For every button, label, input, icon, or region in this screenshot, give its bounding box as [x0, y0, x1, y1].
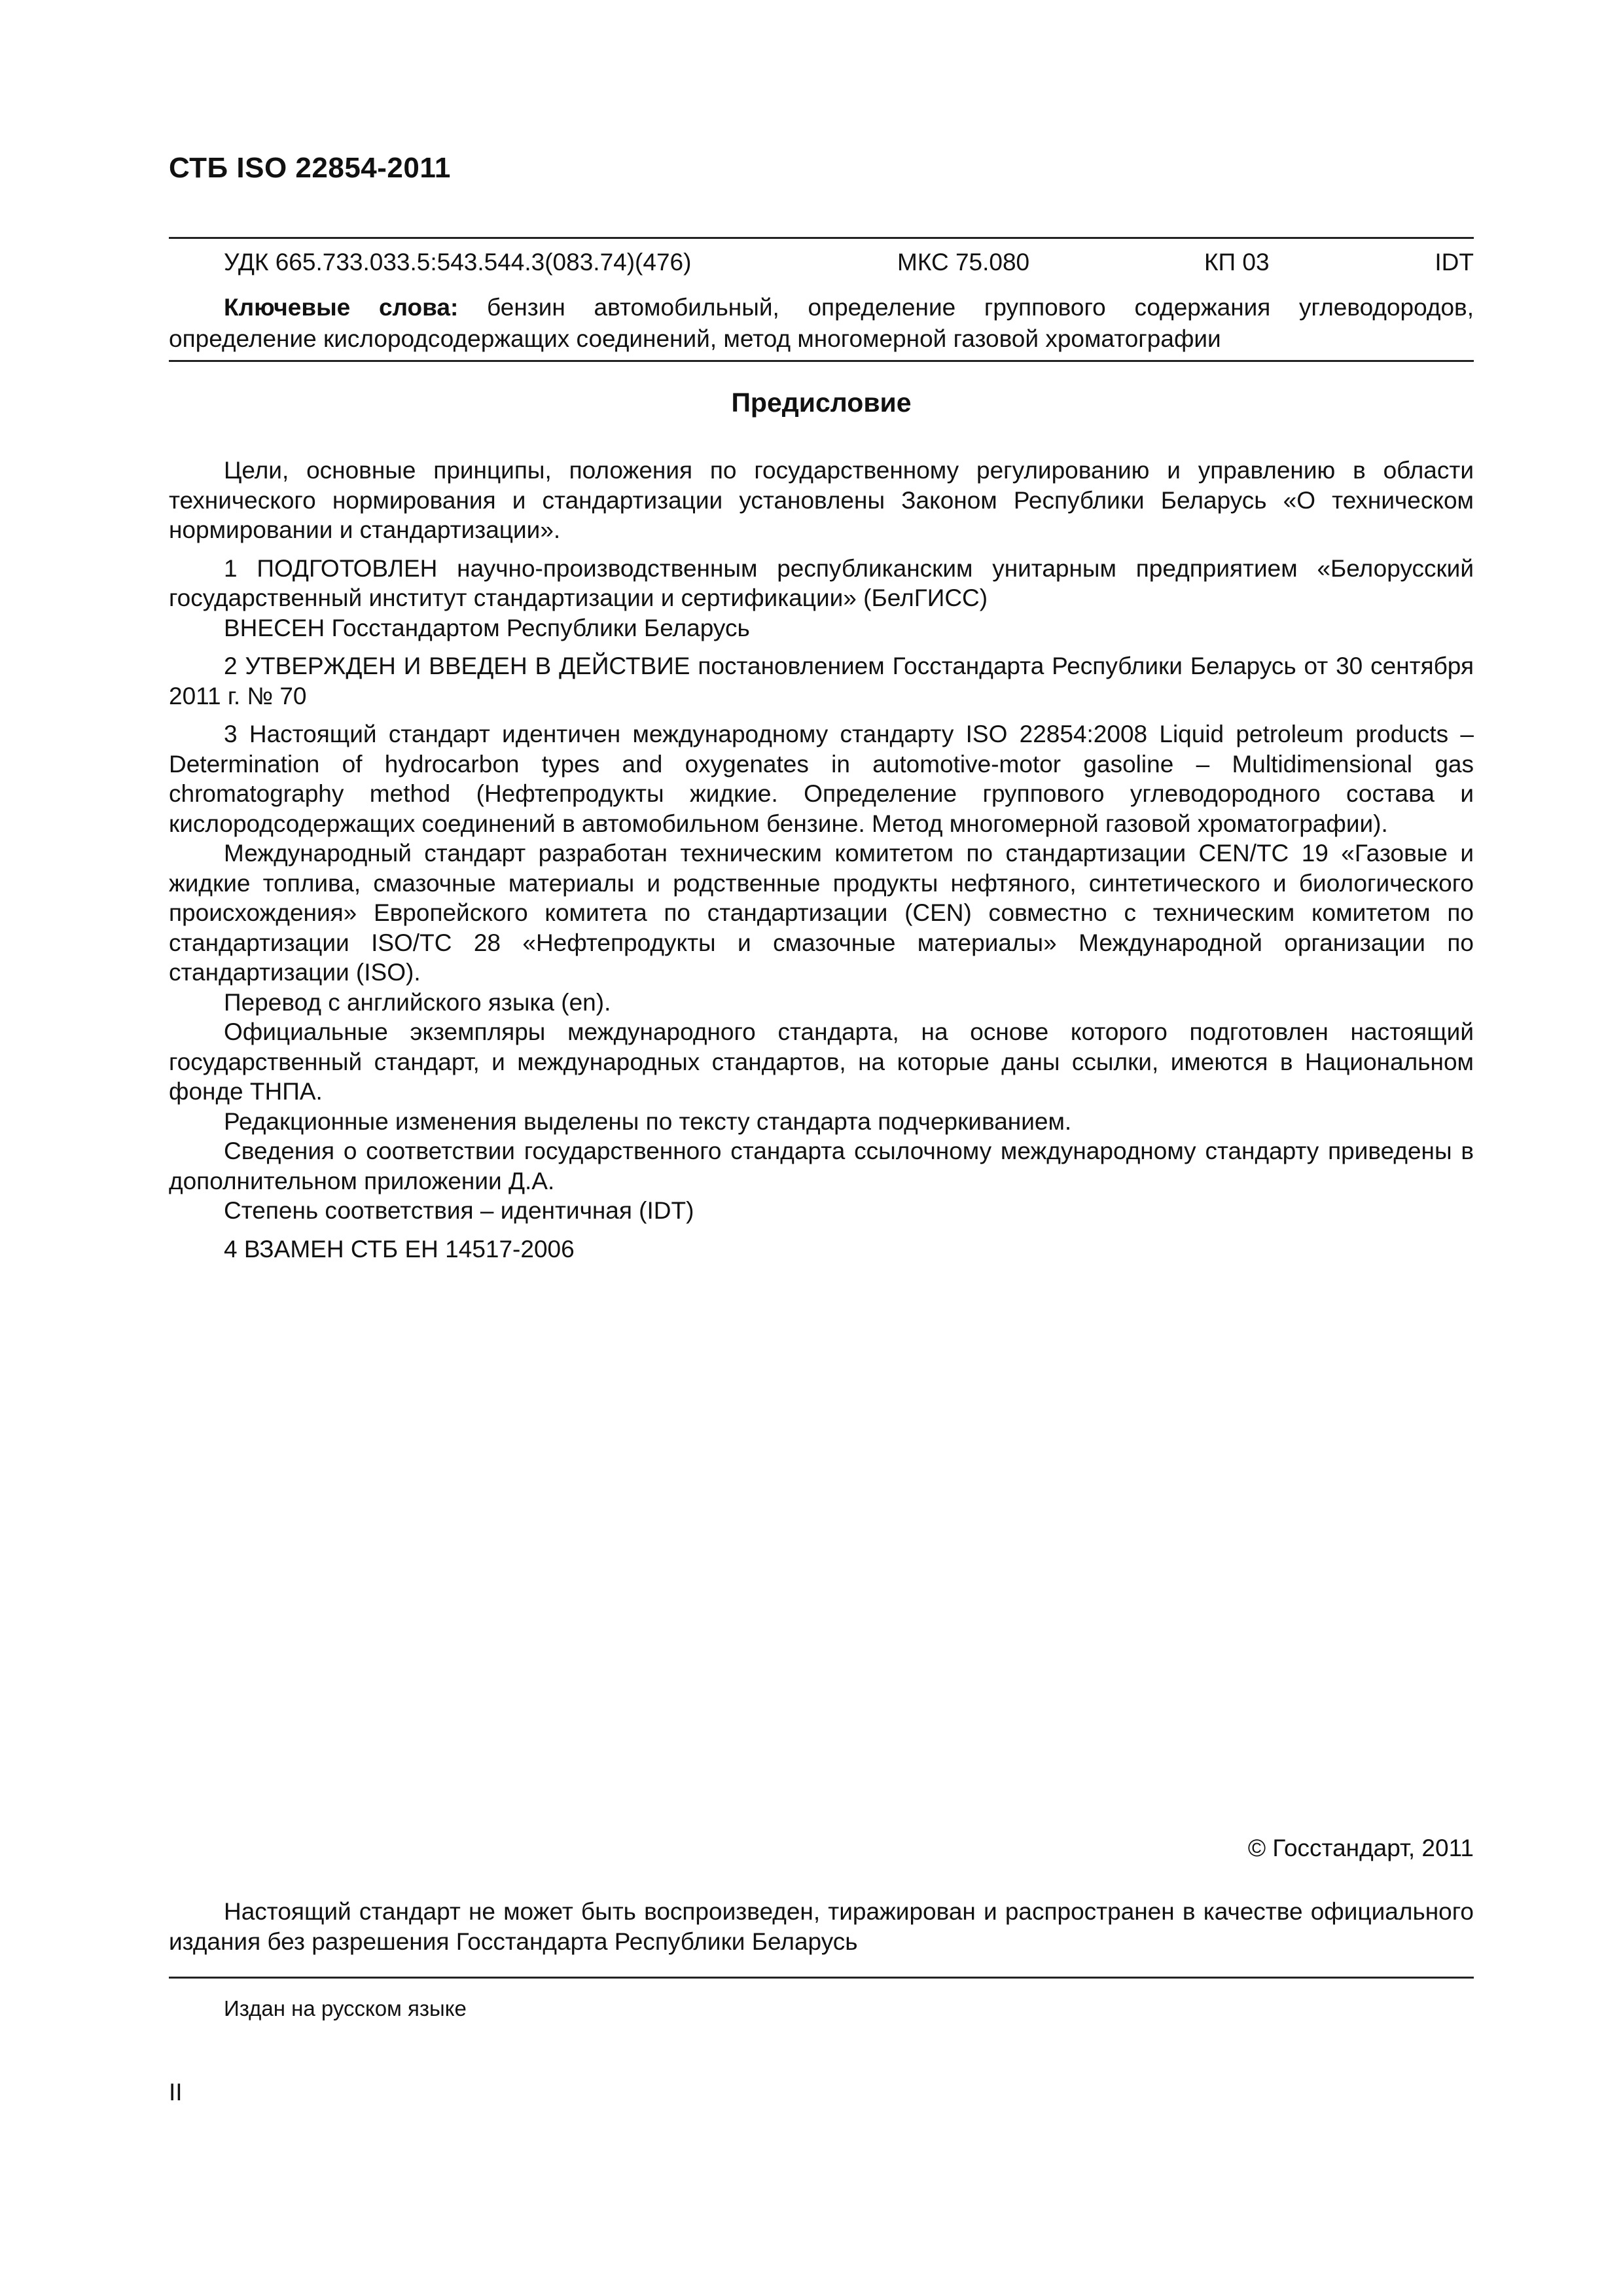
kp-code: КП 03 [1204, 249, 1270, 276]
classification-row [169, 249, 1474, 281]
language-note: Издан на русском языке [224, 1996, 467, 2020]
foreword-paragraph-copies: Официальные экземпляры международного стандарта, на основе которого подготовлен настоящий государственный стандарт, и международных стандартов, на которые даны ссылки, имеются в Национальном фонде ТНПА. [169, 1018, 1474, 1105]
keywords-block [169, 292, 1474, 355]
top-divider [169, 237, 1474, 239]
foreword-paragraph-degree: Степень соответствия – идентичная (IDT) [224, 1197, 694, 1224]
page-number: II [169, 2079, 183, 2106]
udk-code: УДК 665.733.033.5:543.544.3(083.74)(476) [224, 249, 692, 276]
keywords-divider [169, 360, 1474, 362]
footer-divider [169, 1977, 1474, 1979]
foreword-paragraph-developed: Международный стандарт разработан техническим комитетом по стандартизации CEN/TC 19 «Газовые и жидкие топлива, смазочные материалы и родственные продукты нефтяного, синтетического и биологического происхождения» Европейского комитета по стандартизации (CEN) совместно с техническим комитетом по стандартизации ISO/TC 28 «Нефтепродукты и смазочные материалы» Международной организации по стандартизации (ISO). [169, 840, 1474, 986]
mks-code: МКС 75.080 [897, 249, 1030, 276]
foreword-paragraph-approved: 2 УТВЕРЖДЕН И ВВЕДЕН В ДЕЙСТВИЕ постановлением Госстандарта Республики Беларусь от 30 сентября 2011 г. № 70 [169, 653, 1474, 709]
foreword-paragraph-correspondence: Сведения о соответствии государственного стандарта ссылочному международному стандарту приведены в дополнительном приложении Д.А. [169, 1138, 1474, 1194]
foreword-body [169, 456, 1474, 1264]
foreword-paragraph-identical: 3 Настоящий стандарт идентичен международному стандарту ISO 22854:2008 Liquid petroleum products – Determination of hydrocarbon types and oxygenates in automotive-motor gasoline – Multidimensional gas chromatography method (Нефтепродукты жидкие. Определение группового углеводородного состава и кислородсодержащих соединений в автомобильном бензине. Метод многомерной газовой хроматографии). [169, 721, 1474, 837]
degree-code: IDT [1435, 249, 1474, 276]
reproduction-notice: Настоящий стандарт не может быть воспроизведен, тиражирован и распространен в качестве официального издания без разрешения Госстандарта Республики Беларусь [169, 1898, 1474, 1955]
foreword-paragraph-introduced: ВНЕСЕН Госстандартом Республики Беларусь [224, 614, 750, 641]
document-code: СТБ ISO 22854-2011 [169, 152, 451, 184]
foreword-title: Предисловие [731, 387, 912, 418]
foreword-paragraph-prepared: 1 ПОДГОТОВЛЕН научно-производственным республиканским унитарным предприятием «Белорусский государственный институт стандартизации и сертификации» (БелГИСС) [169, 554, 1474, 611]
keywords-label: Ключевые слова: [224, 294, 459, 321]
foreword-paragraph-edits: Редакционные изменения выделены по тексту стандарта подчеркиванием. [224, 1107, 1072, 1135]
copyright-line: © Госстандарт, 2011 [1247, 1835, 1474, 1861]
foreword-paragraph-intro: Цели, основные принципы, положения по государственному регулированию и управлению в области технического нормирования и стандартизации установлены Законом Республики Беларусь «О техническом нормировании и стандартизации». [169, 457, 1474, 543]
foreword-paragraph-translation: Перевод с английского языка (en). [224, 988, 611, 1016]
keywords-text: бензин автомобильный, определение группового содержания углеводородов, определение кислородсодержащих соединений, метод многомерной газовой хроматографии [169, 294, 1474, 352]
foreword-paragraph-replaces: 4 ВЗАМЕН СТБ ЕН 14517-2006 [224, 1235, 575, 1263]
